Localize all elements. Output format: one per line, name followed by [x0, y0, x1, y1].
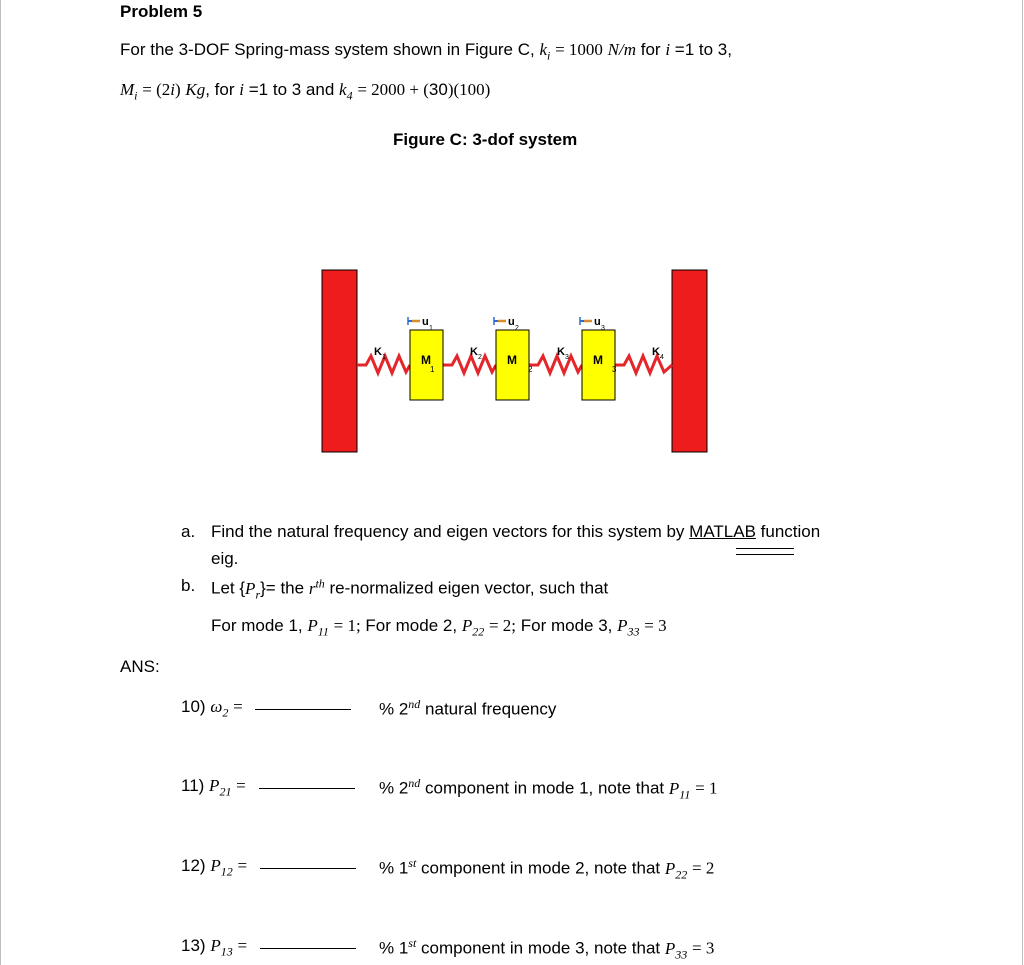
p21-variable: $P_{21}$ [209, 776, 232, 799]
p22-value: = 2; [488, 616, 516, 635]
answer-item-12 [181, 856, 356, 879]
answer-comment-11: % 2nd component in mode 1, note that $P_{11} = 1$ [379, 776, 718, 802]
k4-variable: $k_4$ [339, 80, 353, 103]
answer-comment-10: % 2nd natural frequency [379, 697, 557, 719]
m-unit: Kg [185, 80, 206, 99]
answer-comment-12: % 1st component in mode 2, note that $P_{22} = 2$ [379, 856, 715, 882]
r-variable: $r^{th}$ [308, 576, 325, 598]
answer-item-11 [181, 776, 355, 799]
equals: = [236, 776, 246, 795]
m-i-variable: i [170, 80, 175, 99]
mass-1-label: M [421, 353, 431, 367]
spring-k4-sub: 4 [660, 354, 664, 361]
right-wall [672, 270, 707, 452]
spring-k2-sub: 2 [478, 354, 482, 361]
answer-number: 13) [181, 936, 206, 955]
answer-blank[interactable] [259, 787, 355, 789]
mode-3-text: For mode 3, [520, 616, 613, 635]
mass-2-label: M [507, 353, 517, 367]
spring-k2 [443, 356, 496, 373]
answer-item-10 [181, 697, 351, 720]
mode-1-text: For mode 1, [211, 616, 303, 635]
p13-variable: $P_{13}$ [210, 936, 233, 959]
m-eq: = (2 [142, 80, 171, 99]
k-value: = 1000 [555, 40, 603, 59]
svg-text:u: u [508, 316, 515, 328]
spring-k3-label: K [557, 346, 565, 358]
spring-k1-sub: 1 [382, 354, 386, 361]
answer-number: 12) [181, 856, 206, 875]
svg-text:u: u [422, 316, 429, 328]
task-b-line [211, 576, 608, 602]
mass-1-sub: 1 [430, 365, 435, 374]
mode-2-text: For mode 2, [365, 616, 458, 635]
i-variable: i [665, 40, 671, 59]
spring-k1-label: K [374, 346, 382, 358]
problem-title: Problem 5 [120, 2, 203, 21]
svg-text:u: u [594, 316, 601, 328]
spring-mass-figure [300, 260, 720, 460]
svg-text:2: 2 [515, 325, 519, 332]
for-text: , for [205, 80, 235, 99]
p11-variable: $P_{11}$ [307, 616, 329, 639]
problem-statement-line-1 [120, 40, 732, 63]
answer-number: 10) [181, 697, 206, 716]
p22-variable: $P_{22}$ [461, 616, 485, 639]
task-a-text: Find the natural frequency and eigen vectors for this system by [211, 522, 685, 541]
mass-3-sub: 3 [612, 365, 617, 374]
svg-text:3: 3 [601, 325, 605, 332]
task-a-text-post: function [760, 522, 821, 541]
page-border [0, 0, 1, 965]
answer-blank[interactable] [260, 867, 356, 869]
task-a-marker: a. [181, 522, 196, 541]
spring-k3 [529, 356, 582, 373]
answer-comment-13: % 1st component in mode 3, note that $P_{33} = 3$ [379, 936, 715, 962]
p33-value: = 3 [644, 616, 667, 635]
statement-text: For the 3-DOF Spring-mass system shown in Figure C, [120, 40, 535, 59]
i-variable: i [239, 80, 244, 99]
range-text: =1 to 3, [674, 40, 732, 59]
equals: = [233, 697, 243, 716]
mass-2-sub: 2 [528, 365, 533, 374]
svg-text:1: 1 [429, 325, 433, 332]
spellcheck-double-underline [736, 548, 794, 555]
p11-value: = 1; [333, 616, 361, 635]
task-a-line-1 [211, 522, 820, 542]
task-a-line-2: eig. [211, 549, 239, 568]
answer-item-13 [181, 936, 356, 959]
m-close: ) [174, 80, 181, 99]
answer-blank[interactable] [260, 947, 356, 949]
task-b-marker: b. [181, 576, 196, 595]
task-b-text: Let { [211, 578, 246, 598]
p-r-variable: $P_r$ [245, 578, 261, 602]
answer-number: 11) [181, 776, 205, 795]
spring-k2-label: K [470, 346, 478, 358]
p33-variable: $P_{33}$ [617, 616, 640, 639]
problem-statement-line-2 [120, 80, 490, 103]
answers-label: ANS: [120, 657, 160, 676]
equals: = [237, 936, 248, 955]
left-wall [322, 270, 357, 452]
matlab-link[interactable]: MATLAB [689, 522, 756, 541]
k4-eq: = 2000 + ( [357, 80, 429, 99]
task-b-mid: }= the [260, 578, 305, 598]
omega-variable: $\omega_2$ [210, 697, 229, 720]
spring-k3-sub: 3 [565, 354, 569, 361]
k-unit: N/m [607, 40, 637, 59]
p12-variable: $P_{12}$ [210, 856, 233, 879]
m-variable: $M_i$ [120, 80, 138, 103]
for-text: for [640, 40, 661, 59]
equals: = [237, 856, 248, 875]
mass-3-label: M [593, 353, 603, 367]
mode-normalization-line [211, 616, 667, 639]
task-b-text-post: re-normalized eigen vector, such that [329, 578, 609, 598]
k4-value: 30 [428, 80, 448, 99]
figure-caption: Figure C: 3-dof system [393, 130, 578, 149]
k4-tail: )(100) [447, 80, 491, 99]
spring-k4-label: K [652, 346, 660, 358]
answer-blank[interactable] [255, 708, 351, 710]
range-text: =1 to 3 and [248, 80, 335, 99]
k-variable: $k_i$ [539, 40, 551, 63]
page-border [1022, 0, 1023, 965]
